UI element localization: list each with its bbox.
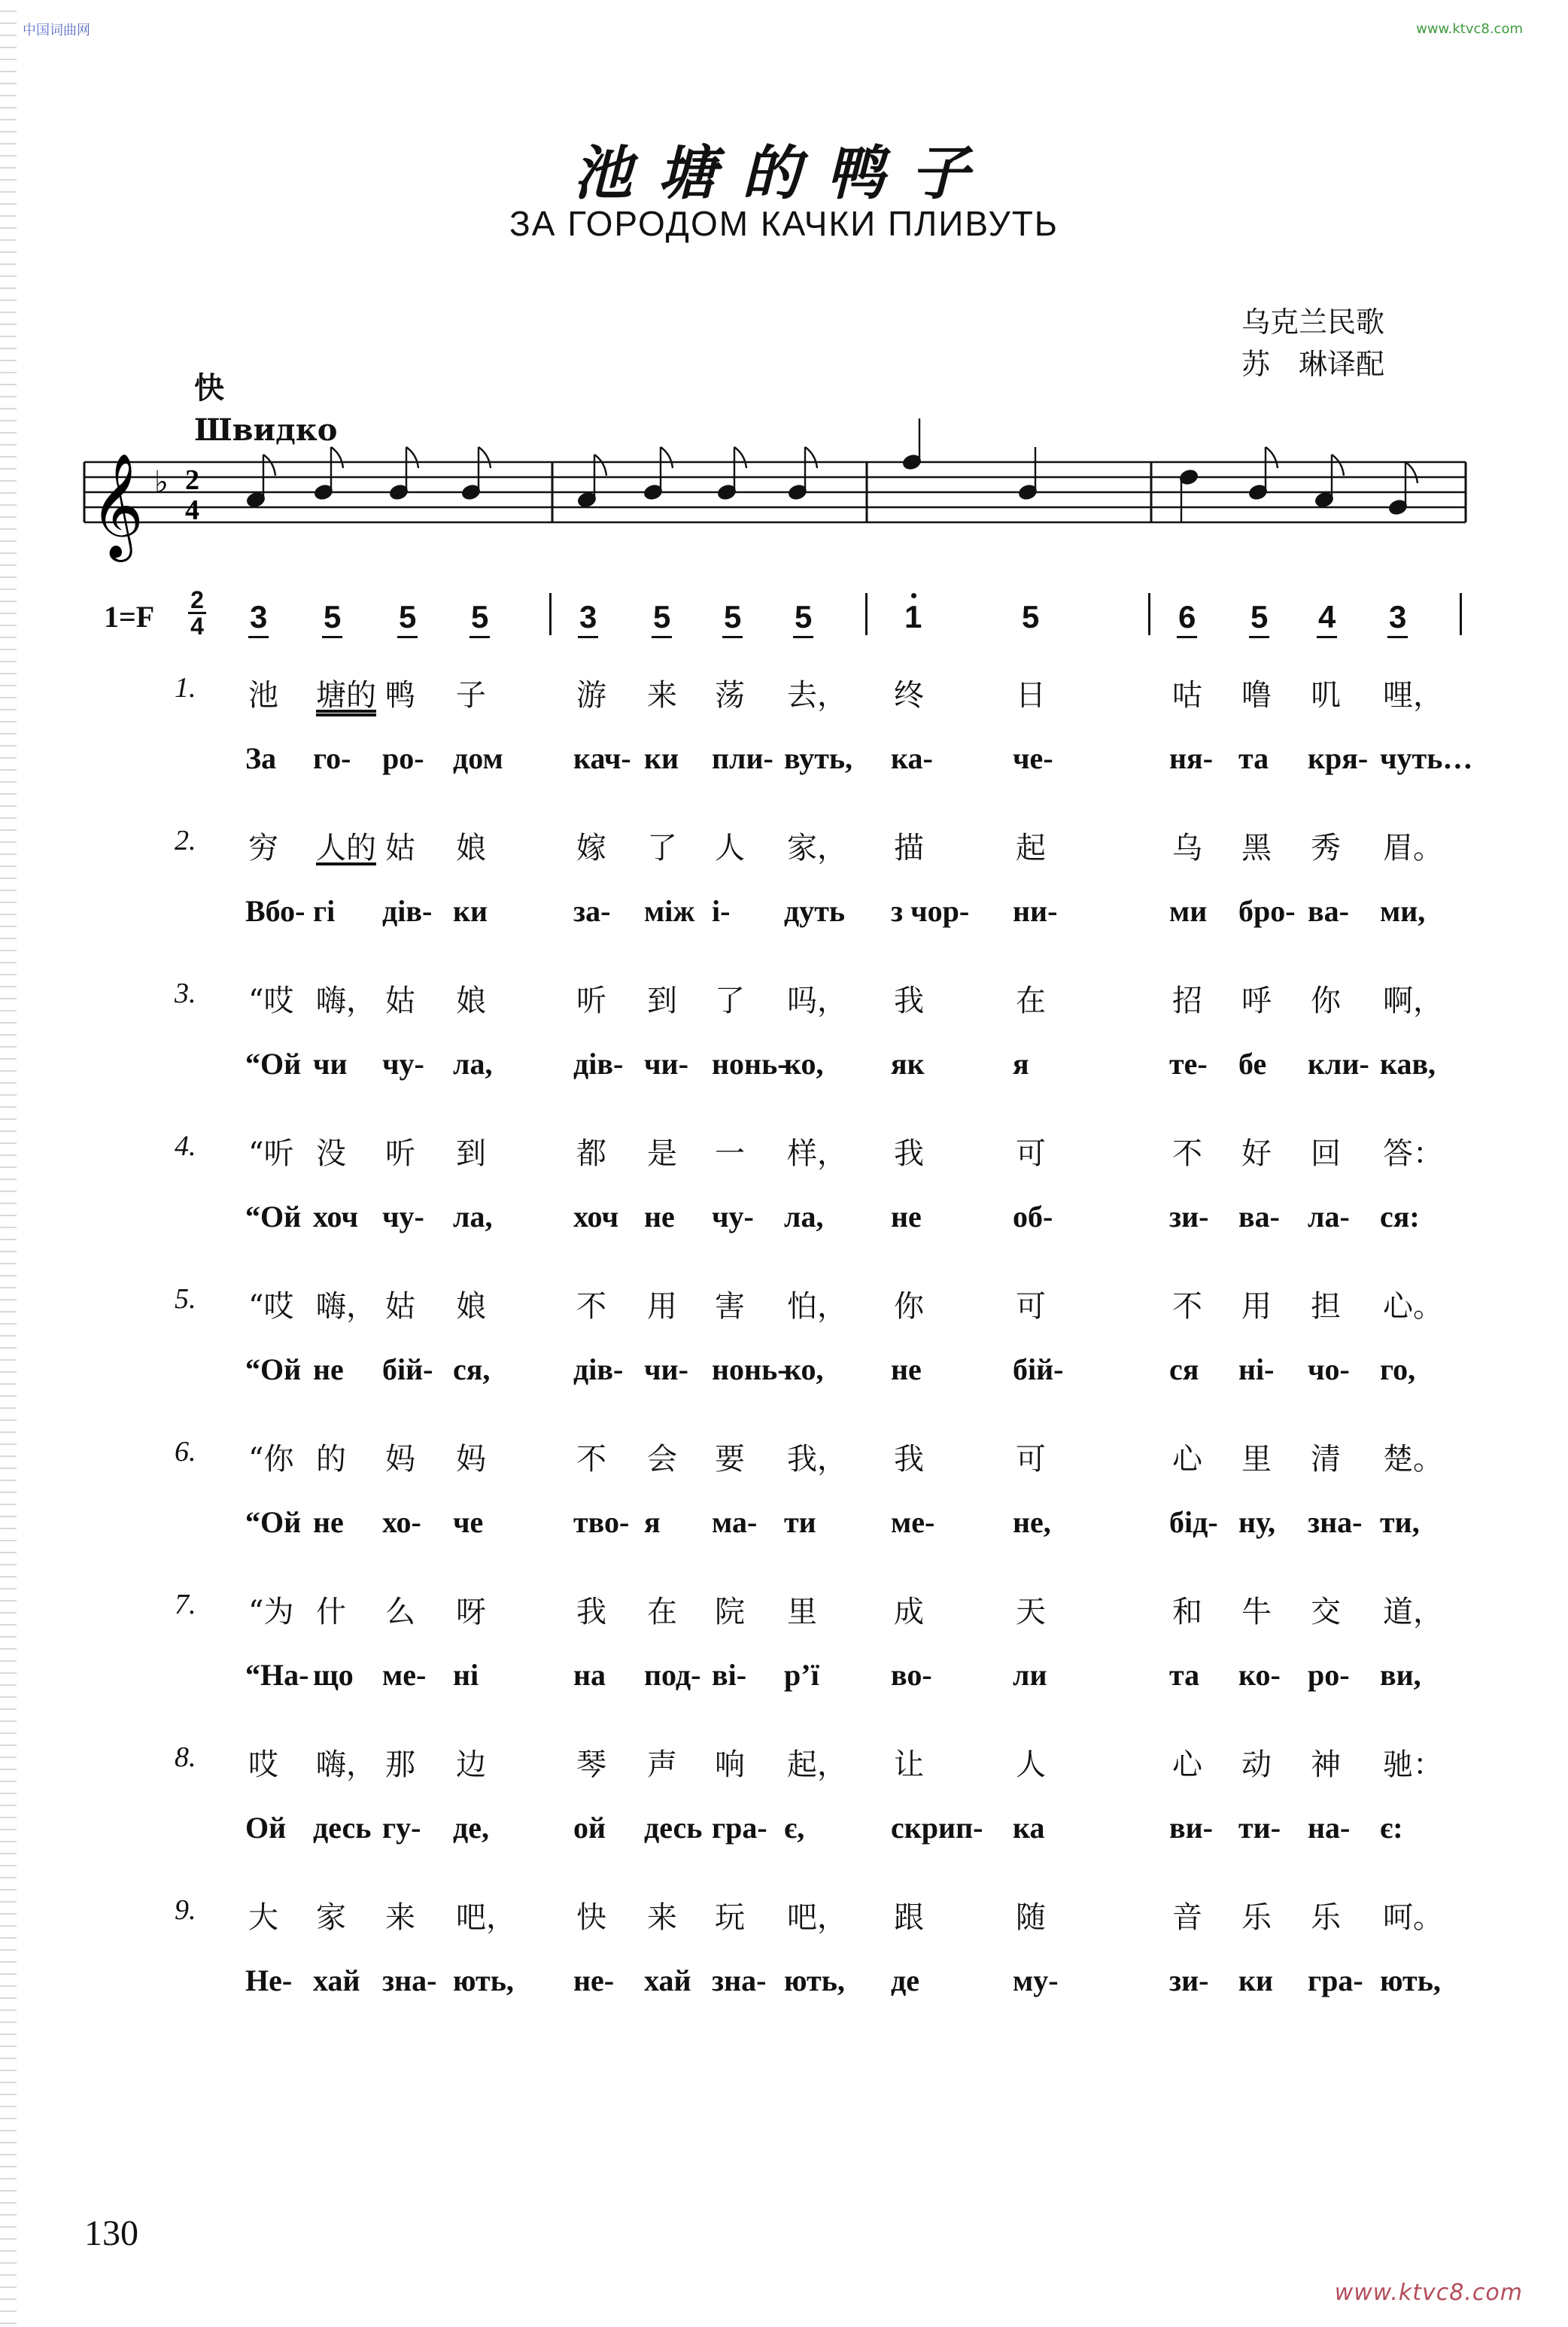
- lyric-uk-syllable: кли-: [1308, 1047, 1369, 1081]
- lyric-uk-syllable: го,: [1380, 1352, 1416, 1386]
- lyric-cn-syllable: 我: [894, 984, 924, 1018]
- lyric-cn-syllable: 什: [316, 1595, 346, 1629]
- lyric-uk-syllable: зна-: [382, 1964, 437, 1997]
- verse-number: 5.: [175, 1283, 196, 1315]
- lyric-cn-syllable: “听: [248, 1136, 294, 1171]
- lyric-uk-syllable: не: [891, 1352, 922, 1386]
- lyric-cn-syllable: 是: [647, 1136, 677, 1171]
- lyric-uk-syllable: ють,: [784, 1964, 845, 1997]
- lyric-cn-syllable: 啊，: [1383, 984, 1443, 1018]
- lyric-uk-syllable: го-: [313, 741, 351, 775]
- lyric-uk-syllable: зна-: [1308, 1505, 1363, 1539]
- lyric-cn-syllable: 答：: [1383, 1136, 1443, 1171]
- lyric-uk-syllable: бій-: [382, 1352, 433, 1386]
- lyric-cn-syllable: 荡: [715, 678, 745, 713]
- credit-origin: 乌克兰民歌: [1241, 306, 1385, 339]
- lyric-cn-syllable: 听: [385, 1136, 415, 1171]
- lyric-uk-syllable: тво-: [573, 1505, 630, 1539]
- lyric-uk-syllable: гі: [313, 894, 336, 928]
- lyric-uk-syllable: бій-: [1013, 1352, 1064, 1386]
- lyric-uk-syllable: ме-: [382, 1658, 427, 1692]
- lyric-cn-syllable: 乐: [1241, 1900, 1272, 1935]
- lyric-uk-syllable: є:: [1380, 1811, 1403, 1845]
- lyric-uk-syllable: хо-: [382, 1505, 421, 1539]
- jianpu-barline: [1460, 593, 1462, 635]
- lyric-uk-syllable: ро-: [1308, 1658, 1350, 1692]
- lyric-cn-syllable: 回: [1311, 1136, 1341, 1171]
- lyric-uk-syllable: нонь-: [712, 1352, 788, 1386]
- lyric-cn-syllable: 到: [647, 984, 677, 1018]
- lyric-uk-syllable: на-: [1308, 1811, 1351, 1845]
- lyric-uk-syllable: ла,: [453, 1047, 493, 1081]
- time-bottom: 4: [190, 613, 204, 640]
- jianpu-note: 5: [324, 599, 342, 634]
- lyric-uk-syllable: ся:: [1380, 1200, 1420, 1233]
- lyric-cn-syllable: 我: [894, 1136, 924, 1171]
- lyric-cn-syllable: 咕: [1172, 678, 1202, 713]
- lyric-cn-syllable: 姑: [385, 984, 415, 1018]
- lyric-uk-syllable: кав,: [1380, 1047, 1436, 1081]
- lyric-cn-syllable: 穷: [248, 831, 278, 865]
- lyric-cn-syllable: 了: [647, 831, 677, 865]
- lyric-uk-syllable: як: [891, 1047, 925, 1081]
- lyric-uk-syllable: чу-: [712, 1200, 754, 1233]
- lyric-cn-syllable: “为: [248, 1595, 294, 1629]
- lyric-cn-syllable: 听: [576, 984, 606, 1018]
- lyric-uk-syllable: скрип-: [891, 1811, 983, 1845]
- lyric-cn-syllable: 吧，: [456, 1900, 516, 1935]
- lyric-uk-syllable: ти: [784, 1505, 816, 1539]
- lyric-uk-syllable: дом: [453, 741, 503, 775]
- lyric-uk-syllable: де,: [453, 1811, 489, 1845]
- lyric-uk-syllable: гра-: [712, 1811, 767, 1845]
- lyric-uk-syllable: чи: [313, 1047, 348, 1081]
- watermark-top-right: www.ktvc8.com: [1416, 21, 1523, 37]
- lyric-cn-syllable: 天: [1016, 1595, 1046, 1629]
- lyric-cn-syllable: 子: [456, 678, 486, 713]
- lyric-cn-syllable: 要: [715, 1442, 745, 1477]
- lyric-cn-syllable: 心: [1172, 1442, 1202, 1477]
- lyric-uk-syllable: є,: [784, 1811, 805, 1845]
- song-title-chinese: 池塘的鸭子: [573, 139, 995, 208]
- lyric-uk-syllable: чу-: [382, 1047, 424, 1081]
- lyric-cn-syllable: 清: [1311, 1442, 1341, 1477]
- lyric-cn-syllable: 哎: [248, 1748, 278, 1782]
- lyric-cn-syllable: 边: [456, 1748, 486, 1782]
- lyric-uk-syllable: те-: [1169, 1047, 1208, 1081]
- octave-dot-icon: [911, 593, 916, 598]
- lyric-uk-syllable: ні-: [1238, 1352, 1275, 1386]
- flat-sign-icon: ♭: [154, 465, 169, 500]
- lyric-cn-syllable: 黑: [1241, 831, 1272, 865]
- lyric-uk-syllable: пли-: [712, 741, 773, 775]
- lyric-cn-syllable: 和: [1172, 1595, 1202, 1629]
- lyric-cn-syllable: 音: [1172, 1900, 1202, 1935]
- lyric-uk-syllable: ва-: [1238, 1200, 1280, 1233]
- verse-number: 9.: [175, 1894, 196, 1926]
- lyric-cn-syllable: “哎: [248, 1289, 294, 1324]
- lyric-cn-syllable: 了: [715, 984, 745, 1018]
- lyric-cn-syllable: 到: [456, 1136, 486, 1171]
- lyric-uk-syllable: ми,: [1380, 894, 1426, 928]
- lyric-uk-syllable: та: [1238, 741, 1269, 775]
- verse-number: 4.: [175, 1130, 196, 1162]
- lyric-uk-syllable: бід-: [1169, 1505, 1218, 1539]
- lyric-cn-syllable: 快: [576, 1900, 606, 1935]
- lyric-uk-syllable: ти-: [1238, 1811, 1281, 1845]
- lyric-cn-syllable: 游: [576, 678, 606, 713]
- lyric-cn-syllable: 姑: [385, 1289, 415, 1324]
- lyric-uk-syllable: десь: [313, 1811, 372, 1845]
- lyric-cn-syllable: 院: [715, 1595, 745, 1629]
- lyric-uk-syllable: му-: [1013, 1964, 1059, 1997]
- lyric-cn-syllable: 玩: [715, 1900, 745, 1935]
- verse-number: 6.: [175, 1436, 196, 1468]
- staff-notation: [0, 0, 1568, 572]
- lyric-cn-syllable: 不: [576, 1289, 606, 1324]
- lyric-cn-syllable: 牛: [1241, 1595, 1272, 1629]
- lyric-uk-syllable: не: [313, 1505, 344, 1539]
- lyric-cn-syllable: 家: [316, 1900, 346, 1935]
- lyric-uk-syllable: Не-: [245, 1964, 293, 1997]
- lyric-cn-syllable: 跟: [894, 1900, 924, 1935]
- lyric-cn-syllable: 描: [894, 831, 924, 865]
- lyric-uk-syllable: дів-: [573, 1352, 624, 1386]
- jianpu-note: 3: [250, 599, 268, 634]
- lyric-cn-syllable: 你: [1311, 984, 1341, 1018]
- jianpu-note: 5: [399, 599, 417, 634]
- lyric-uk-syllable: За: [245, 741, 277, 775]
- jianpu-note: 3: [1389, 599, 1407, 634]
- lyric-uk-syllable: ма-: [712, 1505, 758, 1539]
- lyric-cn-syllable: 娘: [456, 984, 486, 1018]
- lyric-uk-syllable: Ой: [245, 1811, 287, 1845]
- lyric-uk-syllable: нонь-: [712, 1047, 788, 1081]
- lyric-cn-syllable: 交: [1311, 1595, 1341, 1629]
- verse-number: 8.: [175, 1741, 196, 1773]
- lyric-cn-syllable: 起，: [787, 1748, 847, 1782]
- lyric-cn-syllable: 去，: [787, 678, 847, 713]
- lyric-uk-syllable: я: [644, 1505, 661, 1539]
- lyric-cn-syllable: 担: [1311, 1289, 1341, 1324]
- lyric-cn-syllable: 心。: [1383, 1289, 1443, 1324]
- lyric-cn-syllable: 妈: [385, 1442, 415, 1477]
- lyric-cn-syllable: 样，: [787, 1136, 847, 1171]
- lyric-uk-syllable: вуть,: [784, 741, 853, 775]
- lyric-uk-syllable: з чор-: [891, 894, 970, 928]
- lyric-cn-syllable: 可: [1016, 1136, 1046, 1171]
- lyric-cn-syllable: 不: [1172, 1289, 1202, 1324]
- lyric-cn-syllable: 可: [1016, 1442, 1046, 1477]
- lyric-cn-syllable: 眉。: [1383, 831, 1443, 865]
- staff-time-bottom: 4: [185, 494, 199, 526]
- lyric-uk-syllable: не,: [1013, 1505, 1051, 1539]
- lyric-cn-syllable: 的: [316, 1442, 346, 1477]
- lyric-uk-syllable: ви,: [1380, 1658, 1421, 1692]
- jianpu-note: 6: [1178, 599, 1196, 634]
- lyric-cn-syllable: “哎: [248, 984, 294, 1018]
- verse-number: 1.: [175, 672, 196, 704]
- lyric-cn-syllable: 娘: [456, 831, 486, 865]
- verse-number: 3.: [175, 978, 196, 1009]
- lyric-uk-syllable: ко-: [1238, 1658, 1281, 1692]
- lyric-uk-syllable: гра-: [1308, 1964, 1363, 1997]
- jianpu-time-signature: [188, 586, 206, 640]
- lyric-uk-syllable: ну,: [1238, 1505, 1276, 1539]
- lyric-cn-syllable: 琴: [576, 1748, 606, 1782]
- lyric-uk-syllable: кач-: [573, 741, 631, 775]
- watermark-bottom-right: www.ktvc8.com: [1334, 2280, 1523, 2306]
- tempo-ukrainian: Швидко: [194, 412, 338, 448]
- lyric-uk-syllable: не: [644, 1200, 675, 1233]
- lyric-cn-syllable: 心: [1172, 1748, 1202, 1782]
- lyric-uk-syllable: р’ї: [784, 1658, 819, 1692]
- lyric-uk-syllable: че-: [1013, 741, 1053, 775]
- lyric-uk-syllable: ро-: [382, 741, 424, 775]
- lyric-cn-syllable: 池: [248, 678, 278, 713]
- lyric-cn-syllable: 么: [385, 1595, 415, 1629]
- lyric-uk-syllable: “Ой: [245, 1200, 302, 1233]
- lyric-uk-syllable: чуть…: [1380, 741, 1473, 775]
- lyric-uk-syllable: ме-: [891, 1505, 935, 1539]
- lyric-cn-syllable: 害: [715, 1289, 745, 1324]
- lyric-cn-syllable: 都: [576, 1136, 606, 1171]
- lyric-uk-syllable: на: [573, 1658, 606, 1692]
- lyric-cn-syllable: 会: [647, 1442, 677, 1477]
- lyric-uk-syllable: дів-: [573, 1047, 624, 1081]
- treble-clef-icon: 𝄞: [90, 453, 144, 558]
- lyric-uk-syllable: под-: [644, 1658, 701, 1692]
- lyric-uk-syllable: не-: [573, 1964, 615, 1997]
- jianpu-note: 5: [653, 599, 671, 634]
- lyric-cn-syllable: 不: [1172, 1136, 1202, 1171]
- credit-translator: 苏 琳译配: [1241, 348, 1385, 381]
- lyric-uk-syllable: дуть: [784, 894, 846, 928]
- lyric-cn-syllable: 在: [1016, 984, 1046, 1018]
- lyric-uk-syllable: кря-: [1308, 741, 1369, 775]
- lyric-uk-syllable: десь: [644, 1811, 703, 1845]
- lyric-uk-syllable: між: [644, 894, 695, 928]
- lyric-cn-syllable: 来: [647, 678, 677, 713]
- lyric-cn-syllable: 可: [1016, 1289, 1046, 1324]
- lyric-cn-syllable: 呼: [1241, 984, 1272, 1018]
- lyric-uk-syllable: ви-: [1169, 1811, 1213, 1845]
- watermark-top-left: 中国词曲网: [23, 23, 90, 38]
- lyric-cn-syllable: 终: [894, 678, 924, 713]
- lyric-uk-syllable: і-: [712, 894, 731, 928]
- lyric-uk-syllable: гу-: [382, 1811, 421, 1845]
- lyric-cn-syllable: 鸭: [385, 678, 415, 713]
- lyric-uk-syllable: ти,: [1380, 1505, 1420, 1539]
- lyric-cn-syllable: 一: [715, 1136, 745, 1171]
- lyric-uk-syllable: ла,: [784, 1200, 824, 1233]
- lyric-cn-syllable: 吧，: [787, 1900, 847, 1935]
- song-title-ukrainian: ЗА ГОРОДОМ КАЧКИ ПЛИВУТЬ: [509, 204, 1059, 243]
- lyric-uk-syllable: дів-: [382, 894, 433, 928]
- verse-number: 7.: [175, 1589, 196, 1620]
- lyric-uk-syllable: хай: [313, 1964, 360, 1997]
- lyric-cn-syllable: 在: [647, 1595, 677, 1629]
- lyric-uk-syllable: Вбо-: [245, 894, 305, 928]
- lyric-uk-syllable: ні: [453, 1658, 479, 1692]
- key-signature: 1=F: [104, 600, 155, 634]
- jianpu-note-high: 1: [904, 599, 922, 635]
- lyric-cn-syllable: 声: [647, 1748, 677, 1782]
- lyric-cn-syllable: 来: [647, 1900, 677, 1935]
- lyric-cn-syllable: 姑: [385, 831, 415, 865]
- lyric-cn-syllable: 嗨，: [316, 1289, 376, 1324]
- lyric-uk-syllable: ли: [1013, 1658, 1047, 1692]
- lyric-cn-syllable: 日: [1016, 678, 1046, 713]
- lyric-uk-syllable: ві-: [712, 1658, 747, 1692]
- lyric-cn-syllable: 人: [715, 831, 745, 865]
- lyric-uk-syllable: ла-: [1308, 1200, 1350, 1233]
- lyric-cn-syllable: 嗨，: [316, 984, 376, 1018]
- lyric-uk-syllable: не: [313, 1352, 344, 1386]
- lyric-cn-syllable: 响: [715, 1748, 745, 1782]
- lyric-cn-syllable: 家，: [787, 831, 847, 865]
- lyric-uk-syllable: ки: [453, 894, 488, 928]
- lyric-cn-syllable: 好: [1241, 1136, 1272, 1171]
- lyric-uk-syllable: хоч: [313, 1200, 358, 1233]
- lyric-cn-syllable: 妈: [456, 1442, 486, 1477]
- lyric-cn-syllable: 道，: [1383, 1595, 1443, 1629]
- lyric-cn-syllable: 塘的: [316, 678, 376, 713]
- lyric-cn-syllable: 没: [316, 1136, 346, 1171]
- lyric-uk-syllable: зи-: [1169, 1964, 1209, 1997]
- lyric-cn-syllable: 秀: [1311, 831, 1341, 865]
- lyric-cn-syllable: 我: [576, 1595, 606, 1629]
- lyric-cn-syllable: 里: [787, 1595, 817, 1629]
- lyric-uk-syllable: хай: [644, 1964, 691, 1997]
- lyric-uk-syllable: об-: [1013, 1200, 1053, 1233]
- lyric-uk-syllable: ни-: [1013, 894, 1058, 928]
- lyric-cn-syllable: 呀: [456, 1595, 486, 1629]
- lyric-uk-syllable: ки: [644, 741, 679, 775]
- lyric-cn-syllable: 随: [1016, 1900, 1046, 1935]
- lyric-uk-syllable: чу-: [382, 1200, 424, 1233]
- lyric-uk-syllable: ся,: [453, 1352, 491, 1386]
- lyric-uk-syllable: ой: [573, 1811, 606, 1845]
- lyric-uk-syllable: чи-: [644, 1352, 688, 1386]
- lyric-uk-syllable: ся: [1169, 1352, 1199, 1386]
- jianpu-note: 4: [1318, 599, 1336, 634]
- lyric-cn-syllable: 成: [894, 1595, 924, 1629]
- time-top: 2: [190, 586, 204, 613]
- lyric-cn-syllable: 我，: [787, 1442, 847, 1477]
- jianpu-note: 5: [724, 599, 742, 634]
- lyric-uk-syllable: зна-: [712, 1964, 767, 1997]
- lyric-uk-syllable: че: [453, 1505, 484, 1539]
- lyric-cn-syllable: 叽: [1311, 678, 1341, 713]
- lyric-uk-syllable: ка: [1013, 1811, 1045, 1845]
- staff-time-top: 2: [185, 464, 199, 496]
- jianpu-barline: [1148, 593, 1150, 635]
- jianpu-note: 3: [579, 599, 597, 634]
- lyric-uk-syllable: ко,: [784, 1352, 824, 1386]
- lyric-uk-syllable: “Ой: [245, 1352, 302, 1386]
- lyric-cn-syllable: 乌: [1172, 831, 1202, 865]
- lyric-uk-syllable: зи-: [1169, 1200, 1209, 1233]
- lyric-cn-syllable: 驰：: [1383, 1748, 1443, 1782]
- lyric-cn-syllable: 吗，: [787, 984, 847, 1018]
- lyric-cn-syllable: 让: [894, 1748, 924, 1782]
- lyric-uk-syllable: чи-: [644, 1047, 688, 1081]
- lyric-cn-syllable: 不: [576, 1442, 606, 1477]
- lyric-cn-syllable: 人: [1016, 1748, 1046, 1782]
- lyric-cn-syllable: 嫁: [576, 831, 606, 865]
- lyric-cn-syllable: 呵。: [1383, 1900, 1443, 1935]
- tempo-chinese: 快: [194, 370, 224, 406]
- lyric-cn-syllable: 里: [1241, 1442, 1272, 1477]
- lyric-cn-syllable: 用: [647, 1289, 677, 1324]
- lyric-uk-syllable: ми: [1169, 894, 1208, 928]
- page-number: 130: [84, 2213, 138, 2253]
- lyric-uk-syllable: “Ой: [245, 1047, 302, 1081]
- lyric-uk-syllable: я: [1013, 1047, 1029, 1081]
- lyric-cn-syllable: 来: [385, 1900, 415, 1935]
- lyric-cn-syllable: 招: [1172, 984, 1202, 1018]
- lyric-cn-syllable: 那: [385, 1748, 415, 1782]
- lyric-uk-syllable: хоч: [573, 1200, 618, 1233]
- lyric-cn-syllable: 大: [248, 1900, 278, 1935]
- lyric-cn-syllable: 人的: [316, 831, 376, 865]
- lyric-uk-syllable: ла,: [453, 1200, 493, 1233]
- lyric-cn-syllable: 我: [894, 1442, 924, 1477]
- lyric-uk-syllable: бе: [1238, 1047, 1267, 1081]
- lyric-uk-syllable: ко,: [784, 1047, 824, 1081]
- lyric-cn-syllable: 起: [1016, 831, 1046, 865]
- lyric-uk-syllable: що: [313, 1658, 354, 1692]
- lyric-uk-syllable: ки: [1238, 1964, 1274, 1997]
- lyric-uk-syllable: ва-: [1308, 894, 1349, 928]
- lyric-uk-syllable: чо-: [1308, 1352, 1350, 1386]
- lyric-uk-syllable: не: [891, 1200, 922, 1233]
- lyric-uk-syllable: бро-: [1238, 894, 1296, 928]
- lyric-uk-syllable: ка-: [891, 741, 933, 775]
- lyric-uk-syllable: “Ой: [245, 1505, 302, 1539]
- verse-number: 2.: [175, 825, 196, 856]
- jianpu-barline: [865, 593, 868, 635]
- lyric-cn-syllable: “你: [248, 1442, 294, 1477]
- lyric-cn-syllable: 动: [1241, 1748, 1272, 1782]
- lyric-cn-syllable: 嗨，: [316, 1748, 376, 1782]
- jianpu-barline: [549, 593, 552, 635]
- lyric-uk-syllable: ють,: [1380, 1964, 1441, 1997]
- lyric-cn-syllable: 噜: [1241, 678, 1272, 713]
- lyric-uk-syllable: за-: [573, 894, 611, 928]
- lyric-uk-syllable: ня-: [1169, 741, 1214, 775]
- lyric-uk-syllable: де: [891, 1964, 919, 1997]
- lyric-cn-syllable: 楚。: [1383, 1442, 1443, 1477]
- jianpu-note: 5: [471, 599, 489, 634]
- lyric-cn-syllable: 哩，: [1383, 678, 1443, 713]
- lyric-cn-syllable: 你: [894, 1289, 924, 1324]
- lyric-uk-syllable: “На-: [245, 1658, 309, 1692]
- lyric-uk-syllable: ють,: [453, 1964, 514, 1997]
- lyric-cn-syllable: 怕，: [787, 1289, 847, 1324]
- lyric-uk-syllable: во-: [891, 1658, 932, 1692]
- jianpu-note: 5: [1022, 599, 1040, 634]
- lyric-cn-syllable: 娘: [456, 1289, 486, 1324]
- lyric-cn-syllable: 神: [1311, 1748, 1341, 1782]
- jianpu-note: 5: [795, 599, 813, 634]
- lyric-uk-syllable: та: [1169, 1658, 1200, 1692]
- lyric-cn-syllable: 乐: [1311, 1900, 1341, 1935]
- jianpu-note: 5: [1250, 599, 1269, 634]
- lyric-cn-syllable: 用: [1241, 1289, 1272, 1324]
